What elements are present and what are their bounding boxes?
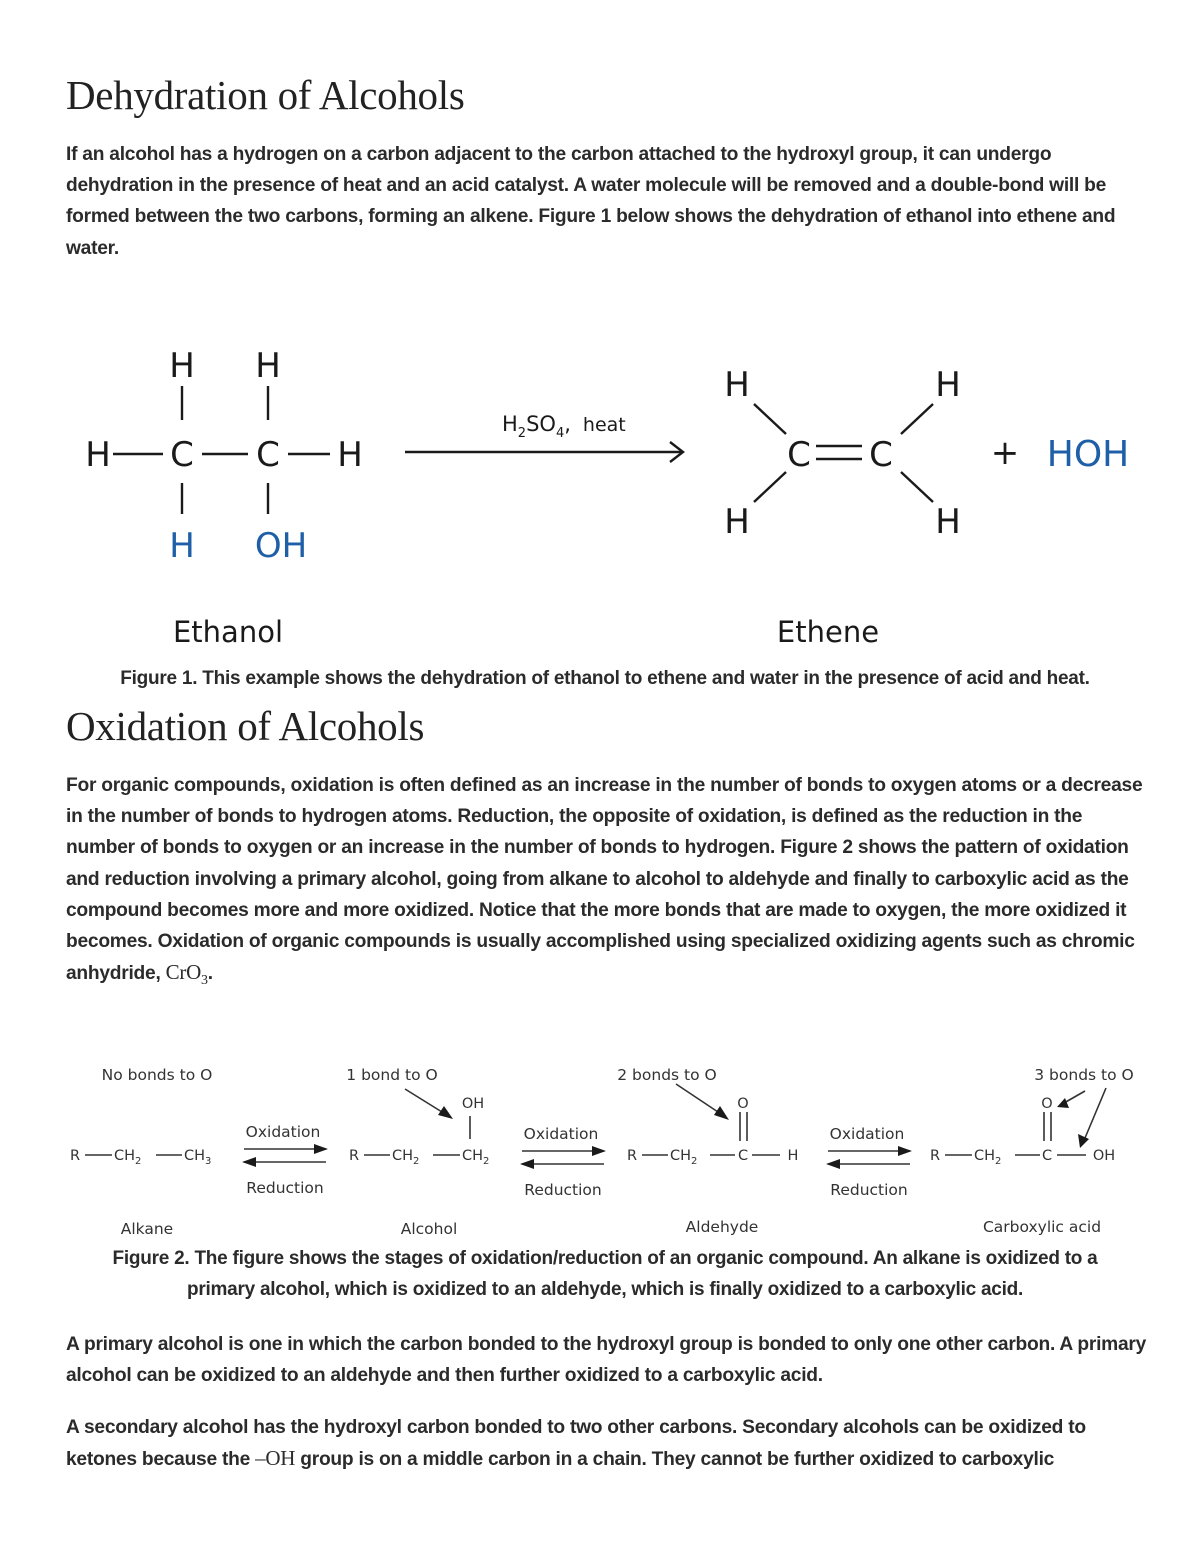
arrow-head [242, 1157, 256, 1167]
r-group: R [69, 1148, 81, 1164]
stage-bonds-label: 3 bonds to O [1034, 1066, 1134, 1084]
pointer-line [405, 1089, 442, 1112]
caption-text: The figure shows the stages of oxidation/reduction of an organic compound. An alkane is oxidized to a primary alcohol, which is oxidized to an aldehyde, which is finally oxidized to a carboxylic acid. [186, 1248, 1098, 1300]
heading-dehydration: Dehydration of Alcohols [66, 72, 465, 118]
formula-cro3: CrO$_3$ [165, 960, 208, 989]
atom-c: C [787, 435, 811, 475]
r-group: R [348, 1148, 360, 1164]
arrow-head [898, 1146, 912, 1156]
ch2-group: $CH_2$ [670, 1148, 698, 1167]
atom-c: C [170, 435, 194, 475]
stage-name: Carboxylic acid [982, 1218, 1102, 1236]
bond-line [754, 404, 786, 434]
caption-text: This example shows the dehydration of ethanol to ethene and water in the presence of acid and heat. [197, 668, 1090, 689]
arrow-head [592, 1146, 606, 1156]
oxidation-paragraph: For organic compounds, oxidation is often defined as an increase in the number of bonds to oxygen atoms or a decrease in the number of bonds to hydrogen atoms. Reduction, the opposite of oxidation, is defined as the reduction in the number of bonds to oxygen or an increase in the number of bonds to hydrogen. Figure 2 shows the pattern of oxidation and reduction involving a primary alcohol, going from alkane to alcohol to aldehyde and finally to carboxylic acid as the compound becomes more and more oxidized. Notice that the more bonds that are made to oxygen, the more oxidized it becomes. Oxidation of organic compounds is usually accomplished using specialized oxidizing agents such as chromic anhydride, CrO$_3$. [66, 775, 1143, 989]
ch2-group: $CH_2$ [462, 1148, 490, 1167]
ch3-group: $CH_3$ [184, 1148, 212, 1167]
r-group: R [929, 1148, 941, 1164]
caption-label: Figure 2. [112, 1248, 190, 1269]
atom-h: H [169, 346, 195, 386]
stage-name: Aldehyde [685, 1218, 759, 1236]
atom-h: H [724, 502, 750, 542]
arrow-head [1078, 1134, 1089, 1148]
primary-alcohol-paragraph: A primary alcohol is one in which the carbon bonded to the hydroxyl group is bonded to only one other carbon. A primary alcohol can be oxidized to an aldehyde and then further oxidized to a carboxylic acid. [66, 1334, 1147, 1387]
atom-c: C [869, 435, 893, 475]
product-name: Ethene [776, 615, 880, 649]
atom-h: H [337, 435, 363, 475]
stage-bonds-label: 1 bond to O [346, 1066, 438, 1084]
reduction-label: Reduction [246, 1179, 324, 1197]
water-product: HOH [1046, 434, 1130, 475]
atom-h-highlight: H [169, 526, 195, 566]
pointer-line [676, 1084, 718, 1112]
atom-h: H [935, 365, 961, 405]
bond-line [754, 472, 786, 502]
dehydration-paragraph: If an alcohol has a hydrogen on a carbon adjacent to the carbon attached to the hydroxyl group, it can undergo dehydration in the presence of heat and an acid catalyst. A water molecule will be removed and a double-bond will be formed between the two carbons, forming an alkene. Figure 1 below shows the dehydration of ethanol into ethene and water. [66, 144, 1116, 259]
o-atom: O [1041, 1096, 1053, 1112]
figure-2-diagram [0, 1055, 1200, 1245]
pointer-line [1064, 1091, 1085, 1103]
stage-bonds-label: 2 bonds to O [617, 1066, 717, 1084]
plus-sign: + [990, 433, 1020, 473]
reduction-label: Reduction [524, 1181, 602, 1199]
atom-h: H [724, 365, 750, 405]
caption-label: Figure 1. [120, 668, 198, 689]
arrow-head [314, 1144, 328, 1154]
atom-oh-highlight: OH [254, 526, 308, 566]
o-atom: O [737, 1096, 749, 1112]
stage-name: Alkane [120, 1220, 174, 1238]
c-atom: C [737, 1148, 749, 1164]
reduction-label: Reduction [830, 1181, 908, 1199]
heading-oxidation: Oxidation of Alcohols [66, 703, 425, 749]
figure-2-caption [80, 1243, 1130, 1305]
h-atom: H [787, 1148, 799, 1164]
figure-1-diagram [0, 330, 1200, 660]
stage-bonds-label: No bonds to O [101, 1066, 213, 1084]
reaction-conditions: $H_2SO_4$, heat [502, 412, 626, 441]
arrow-head [714, 1106, 729, 1120]
oh-group: OH [1092, 1148, 1116, 1164]
ch2-group: $CH_2$ [114, 1148, 142, 1167]
atom-h: H [255, 346, 281, 386]
reactant-name: Ethanol [172, 615, 284, 649]
stage-name: Alcohol [400, 1220, 458, 1238]
secondary-alcohol-paragraph: A secondary alcohol has the hydroxyl carbon bonded to two other carbons. Secondary alcohols can be oxidized to ketones because the –OH group is on a middle carbon in a chain. They cannot be further oxidized to carboxylic [66, 1417, 1086, 1471]
oxidation-label: Oxidation [829, 1125, 905, 1143]
arrow-head [1057, 1098, 1069, 1108]
arrow-head [438, 1106, 453, 1119]
atom-h: H [85, 435, 111, 475]
ch2-group: $CH_2$ [392, 1148, 420, 1167]
arrow-head [826, 1159, 840, 1169]
bond-line [901, 472, 933, 502]
atom-c: C [256, 435, 280, 475]
arrow-head [520, 1159, 534, 1169]
ch2-group: $CH_2$ [974, 1148, 1002, 1167]
c-atom: C [1041, 1148, 1053, 1164]
pointer-line [1085, 1088, 1106, 1138]
atom-h: H [935, 502, 961, 542]
oh-group: OH [461, 1096, 485, 1112]
oxidation-label: Oxidation [245, 1123, 321, 1141]
oh-group-formula: –OH [255, 1446, 296, 1471]
r-group: R [626, 1148, 638, 1164]
oxidation-label: Oxidation [523, 1125, 599, 1143]
bond-line [901, 404, 933, 434]
figure-1-caption [60, 663, 1150, 694]
